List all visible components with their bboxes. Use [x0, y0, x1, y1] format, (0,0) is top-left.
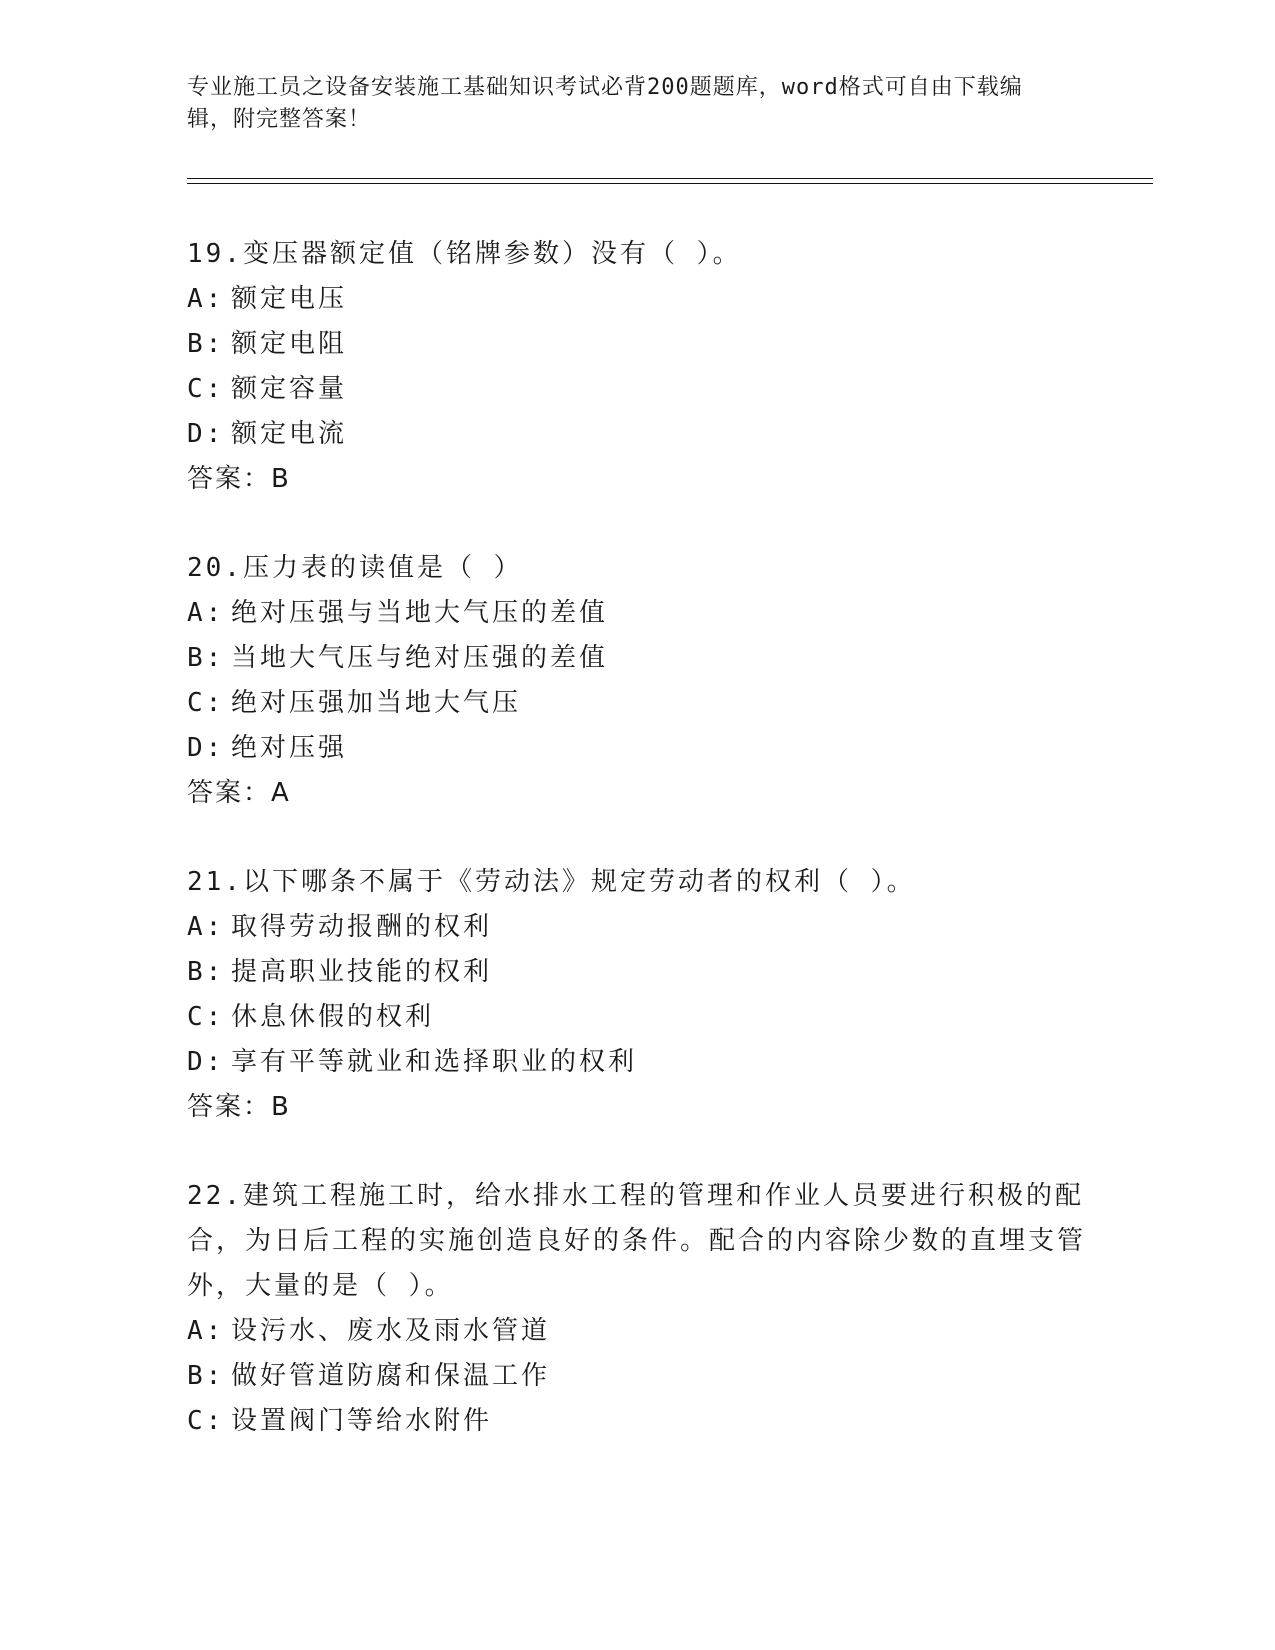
option-key: A: — [187, 598, 225, 628]
question-text: 21.以下哪条不属于《劳动法》规定劳动者的权利（ ）。 — [187, 867, 916, 897]
option-d — [187, 1040, 1087, 1085]
document-header — [187, 72, 1067, 136]
option-text: 休息休假的权利 — [231, 1002, 435, 1032]
answer: 答案：A — [187, 778, 291, 808]
header-divider-bottom — [187, 183, 1153, 184]
question-20 — [187, 546, 1087, 816]
option-key: A: — [187, 912, 225, 942]
option-c — [187, 1399, 1087, 1444]
option-text: 享有平等就业和选择职业的权利 — [231, 1047, 638, 1077]
option-text: 取得劳动报酬的权利 — [231, 912, 493, 942]
option-text: 绝对压强 — [231, 733, 348, 763]
option-key: D: — [187, 1047, 225, 1077]
option-text: 提高职业技能的权利 — [231, 957, 493, 987]
question-19 — [187, 232, 1087, 502]
option-text: 额定电阻 — [231, 329, 348, 359]
header-divider-top — [187, 178, 1153, 179]
option-key: C: — [187, 688, 225, 718]
option-c — [187, 681, 1087, 726]
question-22 — [187, 1174, 1087, 1444]
answer: 答案：B — [187, 1092, 291, 1122]
option-text: 做好管道防腐和保温工作 — [231, 1361, 551, 1391]
question-text: 19.变压器额定值（铭牌参数）没有（ ）。 — [187, 239, 742, 269]
option-key: B: — [187, 643, 225, 673]
option-a — [187, 905, 1087, 950]
option-key: B: — [187, 1361, 225, 1391]
option-text: 设污水、废水及雨水管道 — [231, 1316, 551, 1346]
answer: 答案：B — [187, 464, 291, 494]
option-key: A: — [187, 284, 225, 314]
option-b — [187, 1354, 1087, 1399]
option-text: 当地大气压与绝对压强的差值 — [231, 643, 609, 673]
document-title: 专业施工员之设备安装施工基础知识考试必背200题题库，word格式可自由下载编辑，附完整答案！ — [187, 75, 1023, 132]
option-c — [187, 995, 1087, 1040]
option-key: C: — [187, 1406, 225, 1436]
option-key: B: — [187, 329, 225, 359]
option-text: 额定电压 — [231, 284, 348, 314]
option-key: C: — [187, 374, 225, 404]
option-a — [187, 277, 1087, 322]
option-key: C: — [187, 1002, 225, 1032]
option-key: A: — [187, 1316, 225, 1346]
option-text: 设置阀门等给水附件 — [231, 1406, 493, 1436]
option-text: 绝对压强加当地大气压 — [231, 688, 522, 718]
question-text: 22.建筑工程施工时，给水排水工程的管理和作业人员要进行积极的配合，为日后工程的实施创造良好的条件。配合的内容除少数的直埋支管外，大量的是（ ）。 — [187, 1181, 1087, 1301]
option-text: 绝对压强与当地大气压的差值 — [231, 598, 609, 628]
option-text: 额定电流 — [231, 419, 348, 449]
option-key: B: — [187, 957, 225, 987]
question-text: 20.压力表的读值是（ ） — [187, 553, 523, 583]
option-d — [187, 412, 1087, 457]
question-list — [187, 232, 1087, 1488]
option-b — [187, 950, 1087, 995]
option-text: 额定容量 — [231, 374, 348, 404]
option-b — [187, 322, 1087, 367]
option-key: D: — [187, 733, 225, 763]
option-d — [187, 726, 1087, 771]
option-b — [187, 636, 1087, 681]
option-a — [187, 591, 1087, 636]
option-key: D: — [187, 419, 225, 449]
question-21 — [187, 860, 1087, 1130]
option-a — [187, 1309, 1087, 1354]
option-c — [187, 367, 1087, 412]
